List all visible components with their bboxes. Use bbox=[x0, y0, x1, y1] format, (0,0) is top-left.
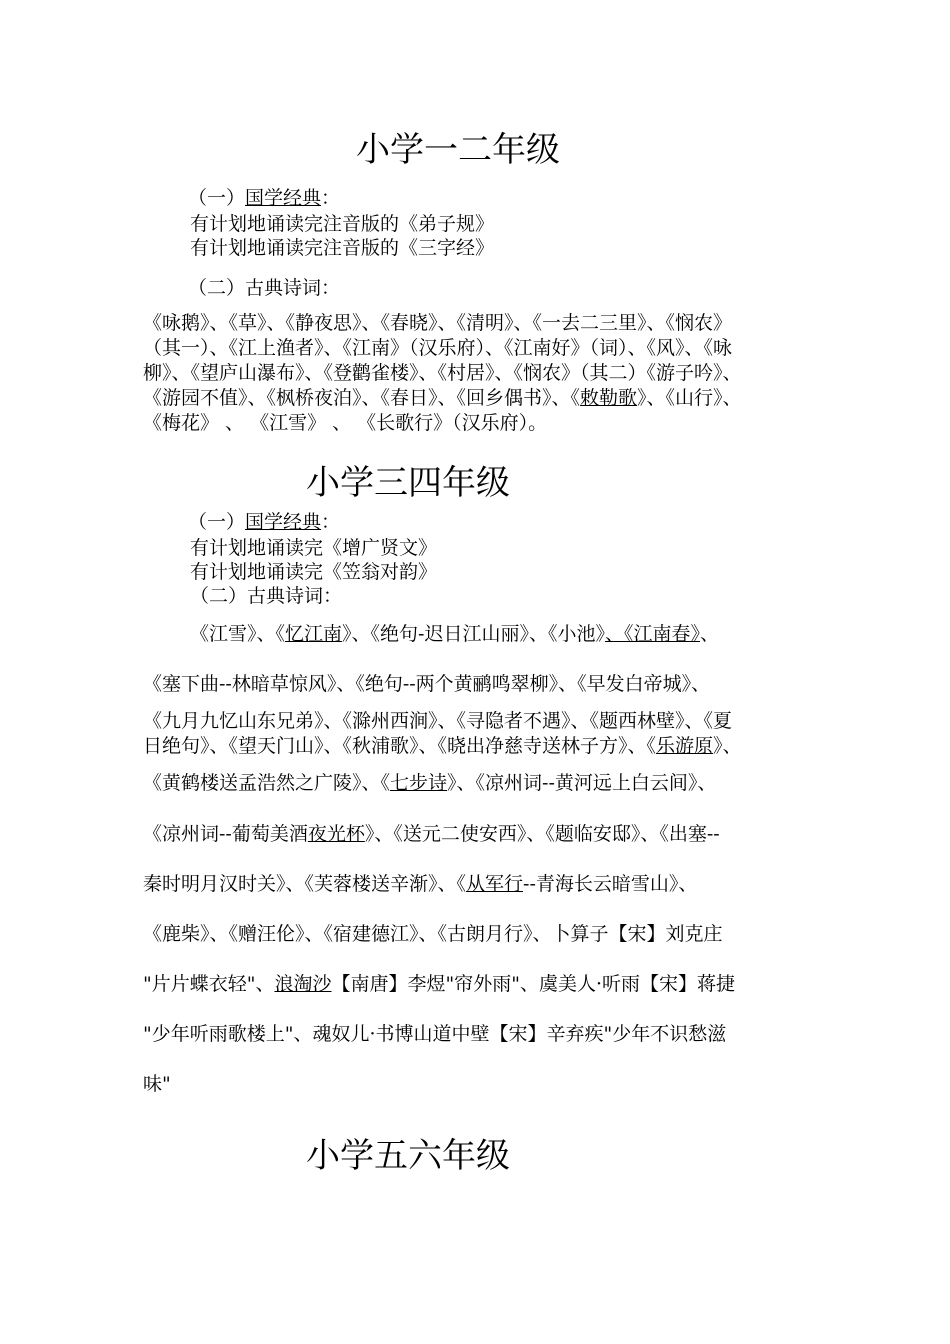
underlined-poem: 从军行 bbox=[466, 873, 524, 895]
underlined-poem: 乐游原 bbox=[656, 735, 714, 757]
underlined-poem: 七步诗 bbox=[390, 772, 448, 794]
underlined-poem: 浪淘沙 bbox=[274, 973, 332, 995]
classics-item: 有计划地诵读完《笠翁对韵》 bbox=[190, 561, 438, 583]
classics-item: 有计划地诵读完注音版的《弟子规》 bbox=[190, 213, 495, 235]
poem-list-line: 秦时明月汉时关》、《芙蓉楼送辛渐》、《从军行--青海长云暗雪山》、 bbox=[143, 873, 698, 895]
section-title-grade-5-6: 小学五六年级 bbox=[306, 1136, 510, 1176]
classics-heading: （一）国学经典： bbox=[188, 511, 341, 533]
poem-list-line: 《九月九忆山东兄弟》、《滁州西涧》、《寻隐者不遇》、《题西林壁》、《夏 bbox=[143, 710, 733, 732]
poem-list-line: 《鹿柴》、《赠汪伦》、《宿建德江》、《古朗月行》、卜算子【宋】刘克庄 bbox=[143, 923, 723, 945]
section-title-grade-1-2: 小学一二年级 bbox=[356, 130, 560, 170]
classics-item: 有计划地诵读完注音版的《三字经》 bbox=[190, 237, 495, 259]
poem-list-line: （其一）、《江上渔者》、《江南》（汉乐府）、《江南好》（词）、《风》、《咏 bbox=[143, 337, 733, 359]
poem-list-line: 《江雪》、《忆江南》、《绝句-迟日江山丽》、《小池》、《江南春》、 bbox=[190, 623, 719, 645]
underlined-poem: 忆江南 bbox=[285, 623, 343, 645]
poem-list-line: 柳》、《望庐山瀑布》、《登鹳雀楼》、《村居》、《悯农》（其二）《游子吟》、 bbox=[143, 362, 742, 384]
poem-list-line: 《黄鹤楼送孟浩然之广陵》、《七步诗》、《凉州词--黄河远上白云间》、 bbox=[143, 772, 717, 794]
underlined-poem: 敕勒歌 bbox=[580, 387, 638, 409]
heading-suffix: ： bbox=[321, 187, 341, 209]
poem-list-line: 《梅花》 、 《江雪》 、 《长歌行》（汉乐府）。 bbox=[143, 412, 548, 434]
poems-heading: （二）古典诗词： bbox=[190, 585, 343, 607]
poem-list-line: 《塞下曲--林暗草惊风》、《绝句--两个黄鹂鸣翠柳》、《早发白帝城》、 bbox=[143, 673, 711, 695]
poem-list-line: "少年听雨歌楼上"、魂奴儿·书博山道中壁【宋】辛弃疾"少年不识愁滋 bbox=[143, 1023, 727, 1045]
classics-label: 国学经典 bbox=[245, 187, 322, 209]
poem-list-line: "片片蝶衣轻"、浪淘沙【南唐】李煜"帘外雨"、虞美人·听雨【宋】蒋捷 bbox=[143, 973, 736, 995]
poems-heading: （二）古典诗词： bbox=[188, 277, 341, 299]
classics-item: 有计划地诵读完《增广贤文》 bbox=[190, 537, 438, 559]
classics-label: 国学经典 bbox=[245, 511, 322, 533]
poem-list-line: 日绝句》、《望天门山》、《秋浦歌》、《晓出净慈寺送林子方》、《乐游原》、 bbox=[143, 735, 742, 757]
classics-heading bbox=[188, 186, 340, 210]
heading-prefix: （一） bbox=[188, 187, 246, 209]
section-title-grade-3-4: 小学三四年级 bbox=[306, 463, 510, 503]
poem-list-line: 《咏鹅》、《草》、《静夜思》、《春晓》、《清明》、《一去二三里》、《悯农》 bbox=[143, 312, 733, 334]
poem-list-line: 《游园不值》、《枫桥夜泊》、《春日》、《回乡偶书》、《敕勒歌》、《山行》、 bbox=[143, 387, 742, 409]
underlined-poem: 夜光杯 bbox=[307, 823, 365, 845]
underlined-poem: 、《江南春》 bbox=[604, 623, 700, 645]
poem-list-line: 《凉州词--葡萄美酒夜光杯》、《送元二使安西》、《题临安邸》、《出塞-- bbox=[143, 823, 720, 845]
poem-list-line: 味" bbox=[143, 1073, 171, 1095]
